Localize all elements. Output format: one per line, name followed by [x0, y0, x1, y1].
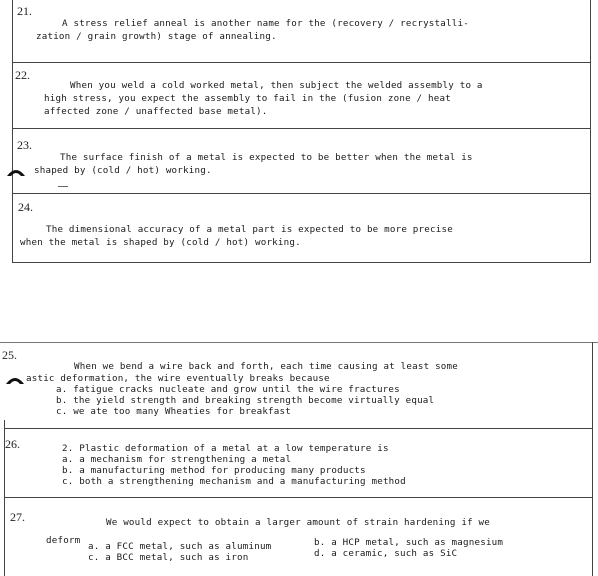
question-text-line: The dimensional accuracy of a metal part is expected to be more precise [46, 224, 453, 235]
question-number: 23. [17, 138, 32, 152]
question-number: 26. [5, 437, 20, 451]
question-text-line: deform [46, 535, 81, 546]
question-text-line: We would expect to obtain a larger amount of strain hardening if we [106, 517, 490, 528]
question-text-line: high stress, you expect the assembly to fail in the (fusion zone / heat [44, 93, 451, 104]
bottom-divider-top-sheet [12, 262, 591, 263]
question-text-line: When we bend a wire back and forth, each time causing at least some [74, 361, 458, 372]
divider-21-22 [12, 62, 591, 63]
divider-23-24 [12, 193, 591, 194]
answer-option: a. a FCC metal, such as aluminum [88, 541, 272, 552]
answer-option: c. we ate too many Wheaties for breakfast [56, 406, 291, 417]
divider-22-23 [12, 128, 591, 129]
question-text-line: zation / grain growth) stage of annealing. [36, 31, 277, 42]
pencil-mark [58, 186, 68, 187]
top-right-border [590, 0, 591, 262]
answer-option: a. a mechanism for strengthening a metal [62, 454, 292, 465]
question-number: 27. [10, 510, 25, 524]
question-text-line: 2. Plastic deformation of a metal at a low temperature is [62, 443, 389, 454]
question-number: 25. [2, 348, 17, 362]
question-text-line: astic deformation, the wire eventually breaks because [26, 373, 330, 384]
answer-option: d. a ceramic, such as SiC [314, 548, 458, 559]
question-text-line: When you weld a cold worked metal, then subject the welded assembly to a [70, 80, 483, 91]
answer-option: b. the yield strength and breaking strength become virtually equal [56, 395, 435, 406]
question-text-line: A stress relief anneal is another name for the (recovery / recrystalli- [62, 18, 469, 29]
answer-option: b. a HCP metal, such as magnesium [314, 537, 504, 548]
answer-option: b. a manufacturing method for producing many products [62, 465, 366, 476]
page-gap [0, 266, 598, 310]
question-text-line: affected zone / unaffected base metal). [44, 106, 268, 117]
question-number: 21. [17, 4, 32, 18]
question-text-line: The surface finish of a metal is expected to be better when the metal is [60, 152, 473, 163]
divider-25-26 [4, 428, 593, 429]
question-number: 24. [18, 200, 33, 214]
binder-hole-icon [5, 374, 25, 384]
question-number: 22. [15, 68, 30, 82]
question-text-line: shaped by (cold / hot) working. [34, 165, 212, 176]
bottom-right-border [592, 342, 593, 576]
divider-26-27 [4, 497, 593, 498]
top-divider-bottom-sheet [0, 342, 598, 343]
answer-option: c. a BCC metal, such as iron [88, 552, 249, 563]
top-left-border [12, 0, 13, 262]
binder-hole-icon [6, 166, 26, 176]
question-text-line: when the metal is shaped by (cold / hot) working. [20, 237, 301, 248]
answer-option: a. fatigue cracks nucleate and grow until the wire fractures [56, 384, 400, 395]
answer-option: c. both a strengthening mechanism and a manufacturing method [62, 476, 406, 487]
